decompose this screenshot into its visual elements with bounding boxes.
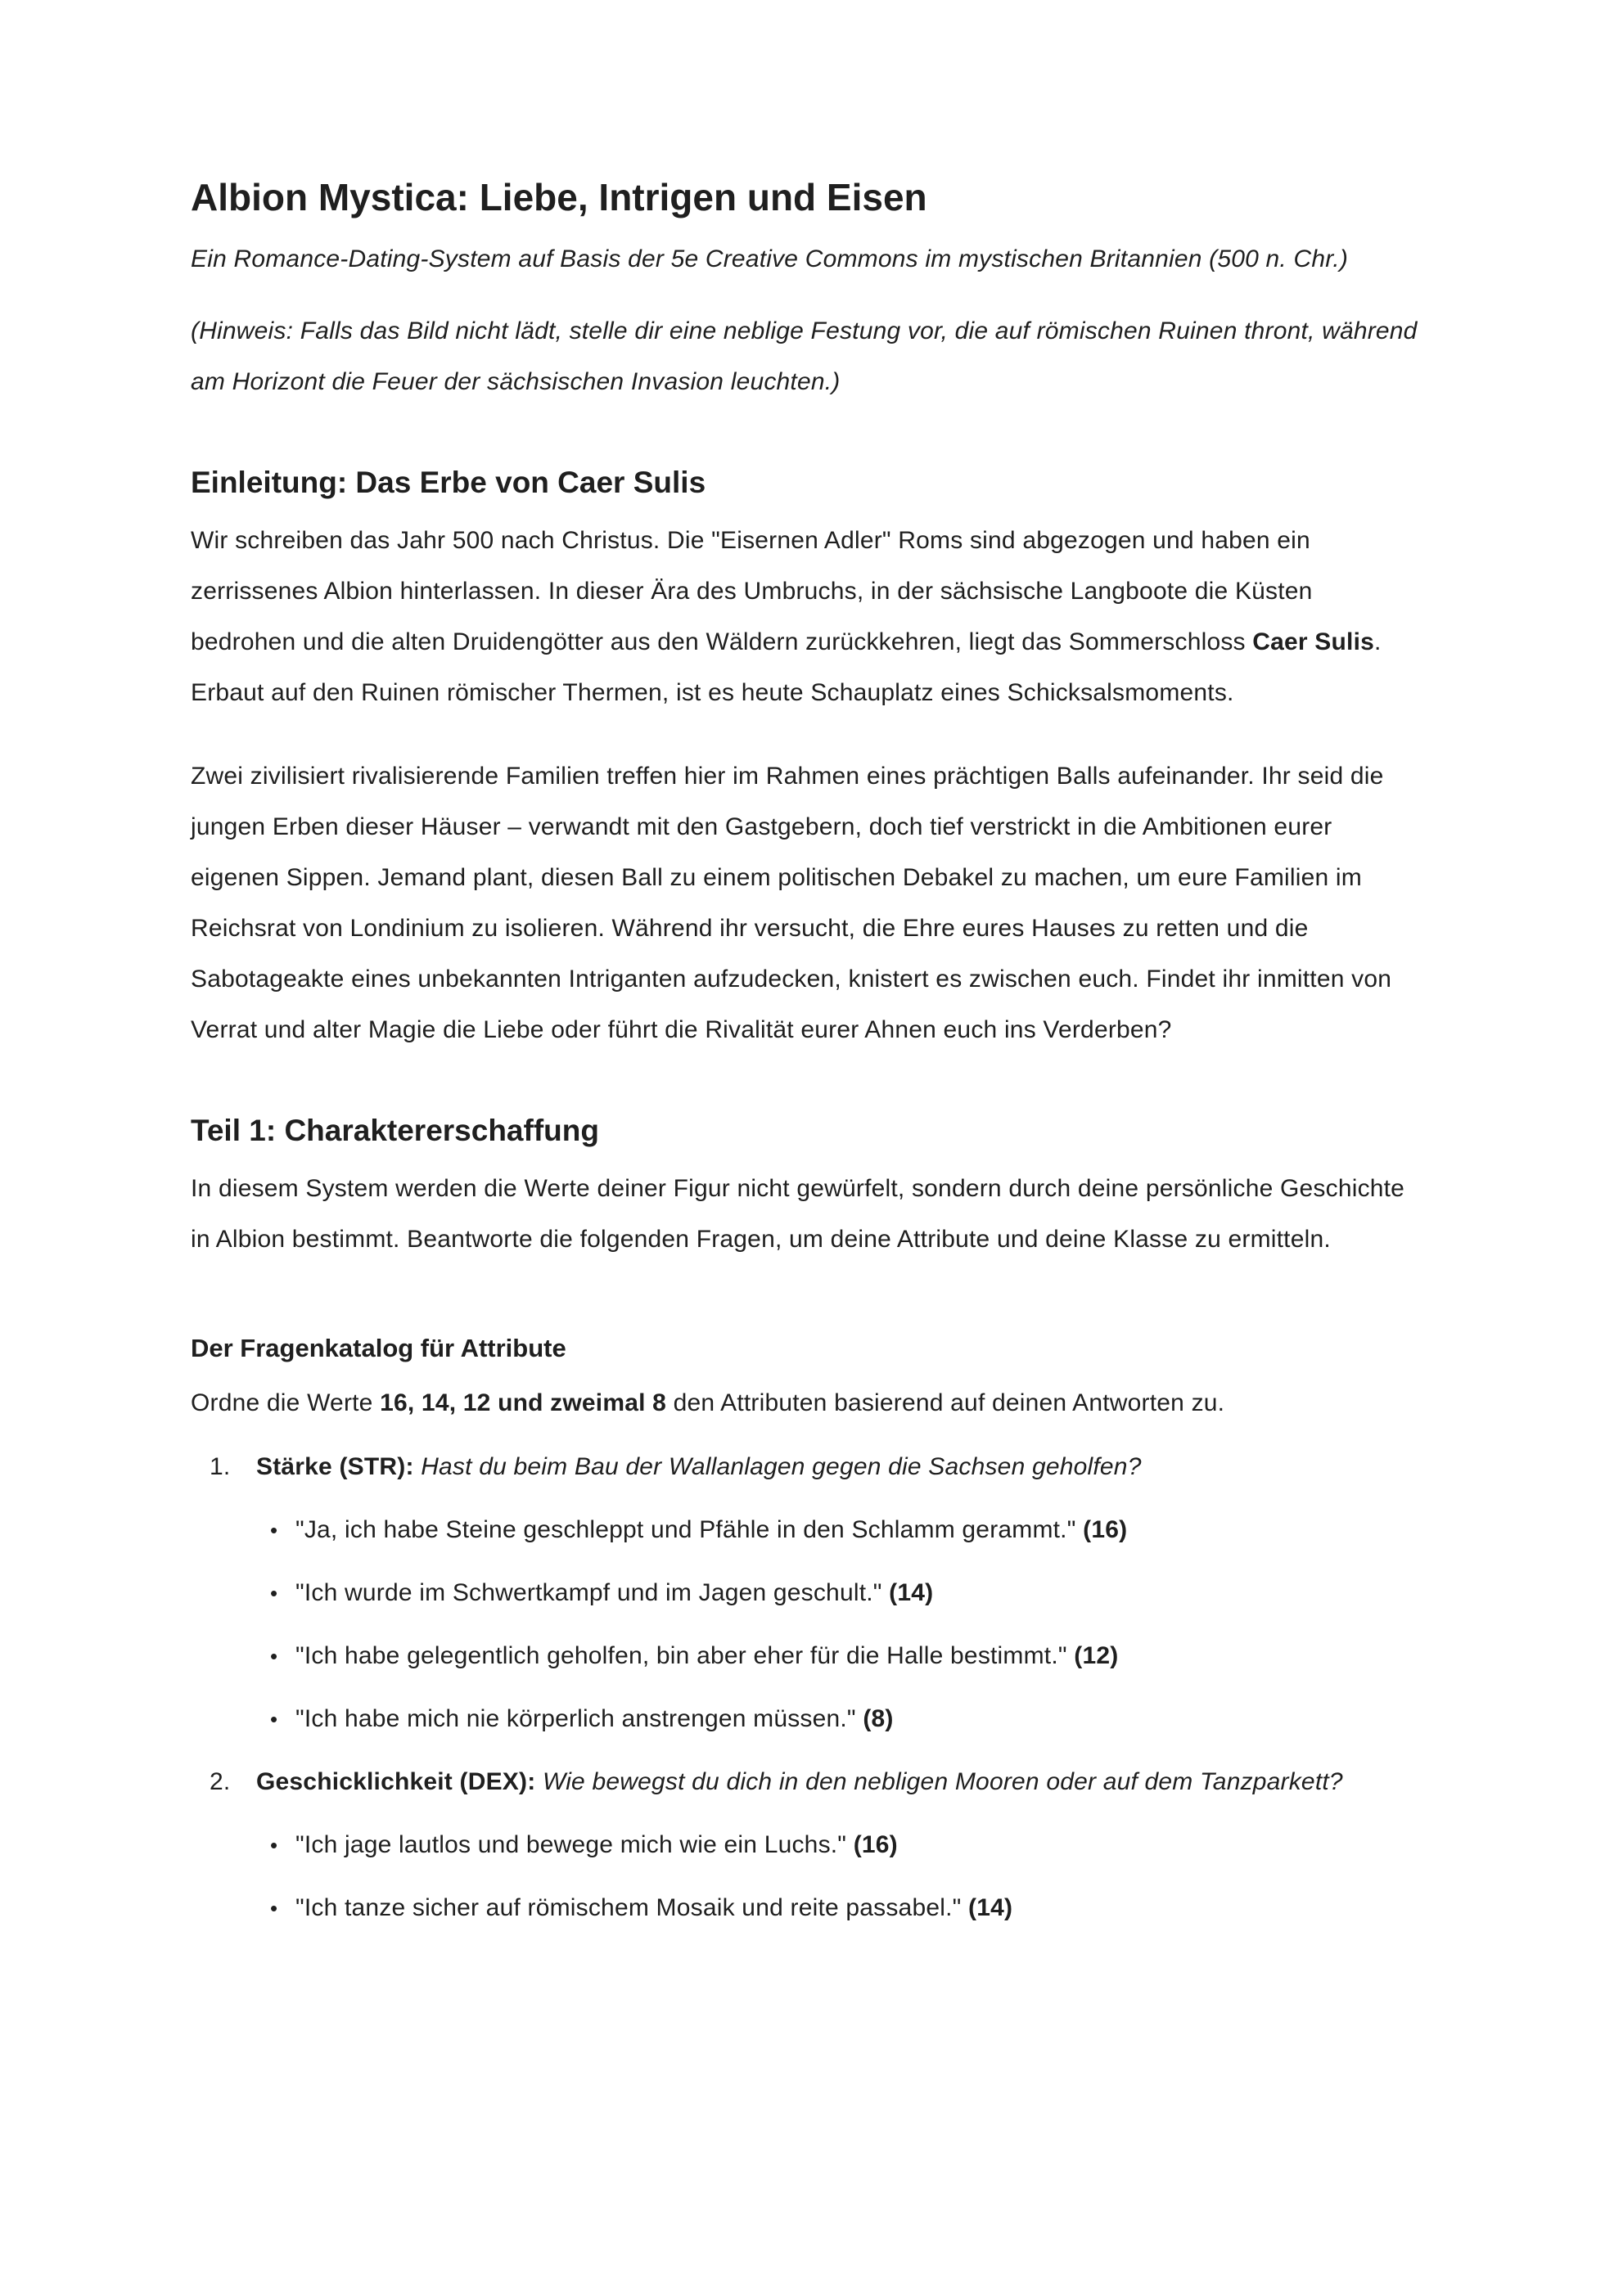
- document-content: [191, 173, 1420, 1946]
- bullet-icon: •: [270, 1896, 278, 1920]
- question-item-dexterity: [210, 1757, 1420, 1946]
- section-heading-einleitung: Einleitung: Das Erbe von Caer Sulis: [191, 466, 706, 499]
- subsection-heading-fragenkatalog: Der Fragenkatalog für Attribute: [191, 1334, 566, 1362]
- attribute-question: Hast du beim Bau der Wallanlagen gegen die Sachsen geholfen?: [421, 1453, 1142, 1480]
- answer-text-wrap: [295, 1568, 1420, 1618]
- intro-paragraph-setting: [191, 515, 1420, 718]
- document-subtitle: Ein Romance-Dating-System auf Basis der 5e Creative Commons im mystischen Britannien (500 n. Chr.): [191, 245, 1349, 272]
- answer-value: (14): [889, 1579, 934, 1606]
- assign-values-bold: 16, 14, 12 und zweimal 8: [380, 1389, 667, 1416]
- answer-item: [256, 1694, 1420, 1745]
- answer-text: "Ja, ich habe Steine geschleppt und Pfähle in den Schlamm gerammt.": [295, 1516, 1076, 1543]
- bullet-icon: •: [270, 1518, 278, 1542]
- answer-value: (16): [1083, 1516, 1128, 1543]
- bullet-icon: •: [270, 1581, 278, 1605]
- answer-item: [256, 1568, 1420, 1618]
- question-item-strength: [210, 1442, 1420, 1757]
- part1-intro-paragraph: In diesem System werden die Werte deiner Figur nicht gewürfelt, sondern durch deine persönliche Geschichte in Albion bestimmt. Beantworte die folgenden Fragen, um deine Attribute und deine Klasse zu ermitteln.: [191, 1175, 1405, 1253]
- intro-paragraph-text: Wir schreiben das Jahr 500 nach Christus. Die "Eisernen Adler" Roms sind abgezogen und haben ein zerrissenes Albion hinterlassen. In dieser Ära des Umbruchs, in der sächsische Langboote die Küsten bedrohen und die alten Druidengötter aus den Wäldern zurückkehren, liegt das Sommerschloss: [191, 527, 1313, 655]
- answer-text-wrap: [295, 1505, 1420, 1555]
- answer-value: (8): [863, 1705, 894, 1732]
- question-line: [256, 1442, 1420, 1492]
- answer-value: (16): [853, 1831, 898, 1858]
- attribute-label: Geschicklichkeit (DEX):: [256, 1768, 536, 1795]
- bullet-icon: •: [270, 1707, 278, 1731]
- question-line: [256, 1757, 1420, 1808]
- answer-text-wrap: [295, 1820, 1420, 1871]
- answer-text-wrap: [295, 1694, 1420, 1745]
- page-title: Albion Mystica: Liebe, Intrigen und Eisen: [191, 176, 927, 218]
- attribute-question: Wie bewegst du dich in den nebligen Mooren oder auf dem Tanzparkett?: [542, 1768, 1343, 1795]
- answer-text: "Ich habe mich nie körperlich anstrengen müssen.": [295, 1705, 856, 1732]
- attribute-label: Stärke (STR):: [256, 1453, 414, 1480]
- answer-text: "Ich jage lautlos und bewege mich wie ein Luchs.": [295, 1831, 847, 1858]
- intro-paragraph-text-2: . Erbaut auf den Ruinen römischer Thermen, ist es heute Schauplatz eines Schicksalsmoments.: [191, 628, 1382, 706]
- assign-values-line: [191, 1378, 1420, 1429]
- answer-item: [256, 1631, 1420, 1681]
- question-number: 2.: [210, 1768, 231, 1795]
- answer-value: (14): [968, 1894, 1013, 1921]
- question-body: [256, 1757, 1420, 1946]
- assign-text-2: den Attributen basierend auf deinen Antworten zu.: [666, 1389, 1225, 1416]
- bullet-icon: •: [270, 1833, 278, 1857]
- answer-text: "Ich tanze sicher auf römischem Mosaik und reite passabel.": [295, 1894, 962, 1921]
- answer-list: [256, 1820, 1420, 1934]
- intro-paragraph-plot: Zwei zivilisiert rivalisierende Familien treffen hier im Rahmen eines prächtigen Balls aufeinander. Ihr seid die jungen Erben dieser Häuser – verwandt mit den Gastgebern, doch tief verstrickt in die Ambitionen eurer eigenen Sippen. Jemand plant, diesen Ball zu einem politischen Debakel zu machen, um eure Familien im Reichsrat von Londinium zu isolieren. Während ihr versucht, die Ehre eures Hauses zu retten und die Sabotageakte eines unbekannten Intriganten aufzudecken, knistert es zwischen euch. Findet ihr inmitten von Verrat und alter Magie die Liebe oder führt die Rivalität eurer Ahnen euch ins Verderben?: [191, 763, 1392, 1043]
- answer-item: [256, 1883, 1420, 1934]
- question-number: 1.: [210, 1453, 231, 1480]
- section-heading-teil1: Teil 1: Charaktererschaffung: [191, 1114, 599, 1147]
- castle-name-bold: Caer Sulis: [1252, 628, 1374, 655]
- answer-text: "Ich wurde im Schwertkampf und im Jagen geschult.": [295, 1579, 882, 1606]
- question-body: [256, 1442, 1420, 1757]
- answer-text: "Ich habe gelegentlich geholfen, bin aber eher für die Halle bestimmt.": [295, 1642, 1067, 1669]
- answer-list: [256, 1505, 1420, 1745]
- attribute-question-list: [191, 1442, 1420, 1946]
- answer-text-wrap: [295, 1883, 1420, 1934]
- answer-text-wrap: [295, 1631, 1420, 1681]
- answer-item: [256, 1505, 1420, 1555]
- assign-text: Ordne die Werte: [191, 1389, 381, 1416]
- answer-item: [256, 1820, 1420, 1871]
- answer-value: (12): [1074, 1642, 1119, 1669]
- image-fallback-note: (Hinweis: Falls das Bild nicht lädt, stelle dir eine neblige Festung vor, die auf römischen Ruinen thront, während am Horizont die Feuer der sächsischen Invasion leuchten.): [191, 317, 1418, 395]
- bullet-icon: •: [270, 1644, 278, 1668]
